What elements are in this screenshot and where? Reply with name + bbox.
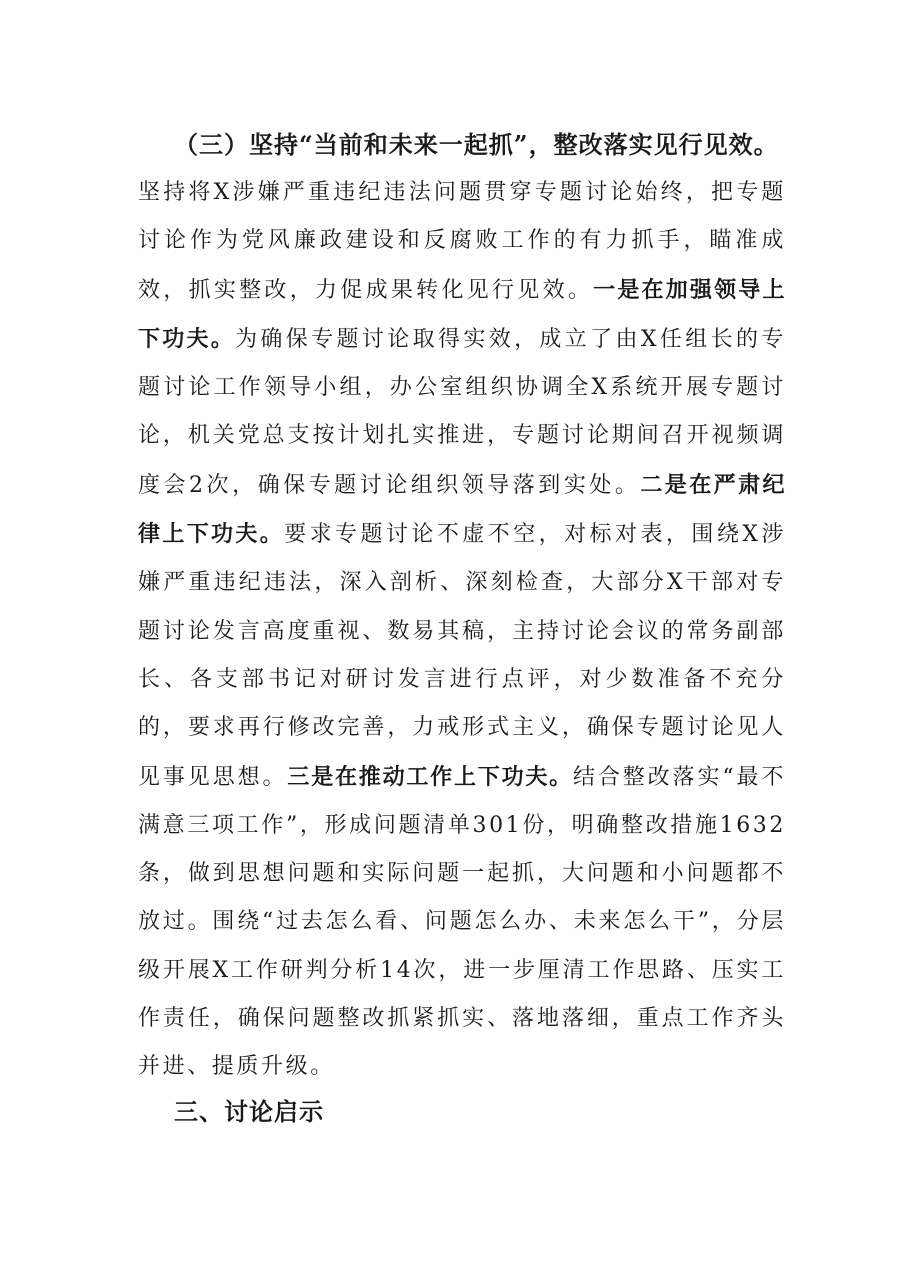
body-paragraph <box>138 169 786 1092</box>
paragraph-intro: 坚持将X涉嫌严重违纪违法问题贯穿专题讨论始终，把专题讨论作为党风廉政建设和反腐败工作的有力抓手，瞄准成效，抓实整改，力促成果转化见行见效。 <box>138 180 786 303</box>
document-body <box>138 121 786 1092</box>
point-2-title: 二是在严肃纪律上下功夫。 <box>138 471 786 548</box>
point-1-text: 为确保专题讨论取得实效，成立了由X任组长的专题讨论工作领导小组，办公室组织协调全X系统开展专题讨论，机关党总支按计划扎实推进，专题讨论期间召开视频调度会2次，确保专题讨论组织领导落到实处。 <box>138 326 786 498</box>
section-heading: （三）坚持“当前和未来一起抓”，整改落实见行见效。 <box>174 130 779 159</box>
chapter-heading: 三、讨论启示 <box>174 1097 324 1126</box>
point-2-text: 要求专题讨论不虚不空，对标对表，围绕X涉嫌严重违纪违法，深入剖析、深刻检查，大部分X干部对专题讨论发言高度重视、数易其稿，主持讨论会议的常务副部长、各支部书记对研讨发言进行点评，对少数准备不充分的，要求再行修改完善，力戒形式主义，确保专题讨论见人见事见思想。 <box>138 522 786 790</box>
point-3-title: 三是在推动工作上下功夫。 <box>287 763 573 790</box>
point-3-text: 结合整改落实“最不满意三项工作”，形成问题清单301份，明确整改措施1632条，做到思想问题和实际问题一起抓，大问题和小问题都不放过。围绕“过去怎么看、问题怎么办、未来怎么干”，分层级开展X工作研判分析14次，进一步厘清工作思路、压实工作责任，确保问题整改抓紧抓实、落地落细，重点工作齐头并进、提质升级。 <box>138 764 786 1080</box>
point-1-title: 一是在加强领导上下功夫。 <box>138 276 786 352</box>
